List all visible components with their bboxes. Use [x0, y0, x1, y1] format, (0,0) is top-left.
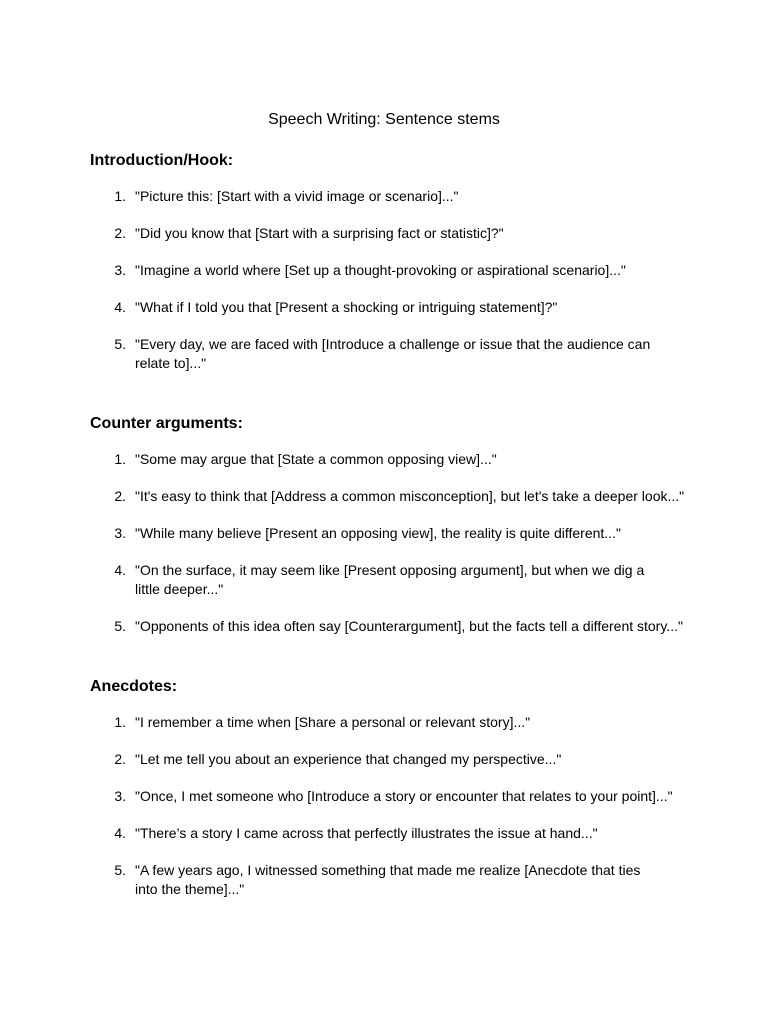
- list-item: [90, 750, 690, 769]
- list-item: [90, 787, 690, 806]
- list-number: 5.: [114, 862, 126, 878]
- list-item-text: "Imagine a world where [Set up a thought-provoking or aspirational scenario]...": [135, 262, 626, 278]
- list-number: 3.: [114, 262, 126, 278]
- list-number: 3.: [114, 788, 126, 804]
- list-item: [90, 524, 690, 543]
- list-number: 2.: [114, 225, 126, 241]
- section-heading: Counter arguments:: [90, 415, 243, 432]
- list-item: [90, 824, 690, 843]
- list-item: [90, 261, 690, 280]
- section-introduction-hook: [90, 151, 690, 373]
- list-item-text: "Picture this: [Start with a vivid image or scenario]...": [135, 188, 459, 204]
- section-counter-arguments: [90, 414, 690, 636]
- list-number: 4.: [114, 825, 126, 841]
- list-number: 1.: [114, 451, 126, 467]
- list-item: [90, 713, 690, 732]
- document-title: Speech Writing: Sentence stems: [268, 111, 500, 128]
- list-item: [90, 617, 690, 636]
- list-item: [90, 298, 690, 317]
- list-item-text: "Every day, we are faced with [Introduce a challenge or issue that the audience can relate to]...": [135, 336, 651, 371]
- section-anecdotes: [90, 677, 690, 899]
- list-item: [90, 861, 655, 899]
- list-item-text: "While many believe [Present an opposing view], the reality is quite different...": [135, 525, 621, 541]
- list-number: 3.: [114, 525, 126, 541]
- list-number: 1.: [114, 714, 126, 730]
- list-item-text: "Let me tell you about an experience that changed my perspective...": [135, 751, 562, 767]
- list-number: 5.: [114, 336, 126, 352]
- list-item-text: "Opponents of this idea often say [Counterargument], but the facts tell a different story...": [135, 618, 683, 634]
- list-item-text: "It's easy to think that [Address a common misconception], but let's take a deeper look...": [135, 488, 685, 504]
- list-number: 2.: [114, 488, 126, 504]
- list-item-text: "Once, I met someone who [Introduce a story or encounter that relates to your point]...": [135, 788, 673, 804]
- list-item-text: "A few years ago, I witnessed something that made me realize [Anecdote that ties into the theme]...": [135, 862, 641, 897]
- list-item: [90, 187, 690, 206]
- list-item: [90, 335, 655, 373]
- list-number: 1.: [114, 188, 126, 204]
- list-item: [90, 224, 690, 243]
- list-number: 4.: [114, 299, 126, 315]
- list-item: [90, 561, 655, 599]
- list-number: 5.: [114, 618, 126, 634]
- list-item-text: "I remember a time when [Share a personal or relevant story]...": [135, 714, 531, 730]
- list-item-text: "Did you know that [Start with a surprising fact or statistic]?": [135, 225, 504, 241]
- list-item-text: "Some may argue that [State a common opposing view]...": [135, 451, 497, 467]
- section-heading: Anecdotes:: [90, 678, 178, 695]
- list-item-text: "There’s a story I came across that perfectly illustrates the issue at hand...": [135, 825, 598, 841]
- list-number: 2.: [114, 751, 126, 767]
- section-heading: Introduction/Hook:: [90, 152, 234, 169]
- list-number: 4.: [114, 562, 126, 578]
- list-item-text: "What if I told you that [Present a shocking or intriguing statement]?": [135, 299, 558, 315]
- list-item-text: "On the surface, it may seem like [Present opposing argument], but when we dig a little deeper...": [135, 562, 645, 597]
- list-item: [90, 487, 690, 506]
- list-item: [90, 450, 690, 469]
